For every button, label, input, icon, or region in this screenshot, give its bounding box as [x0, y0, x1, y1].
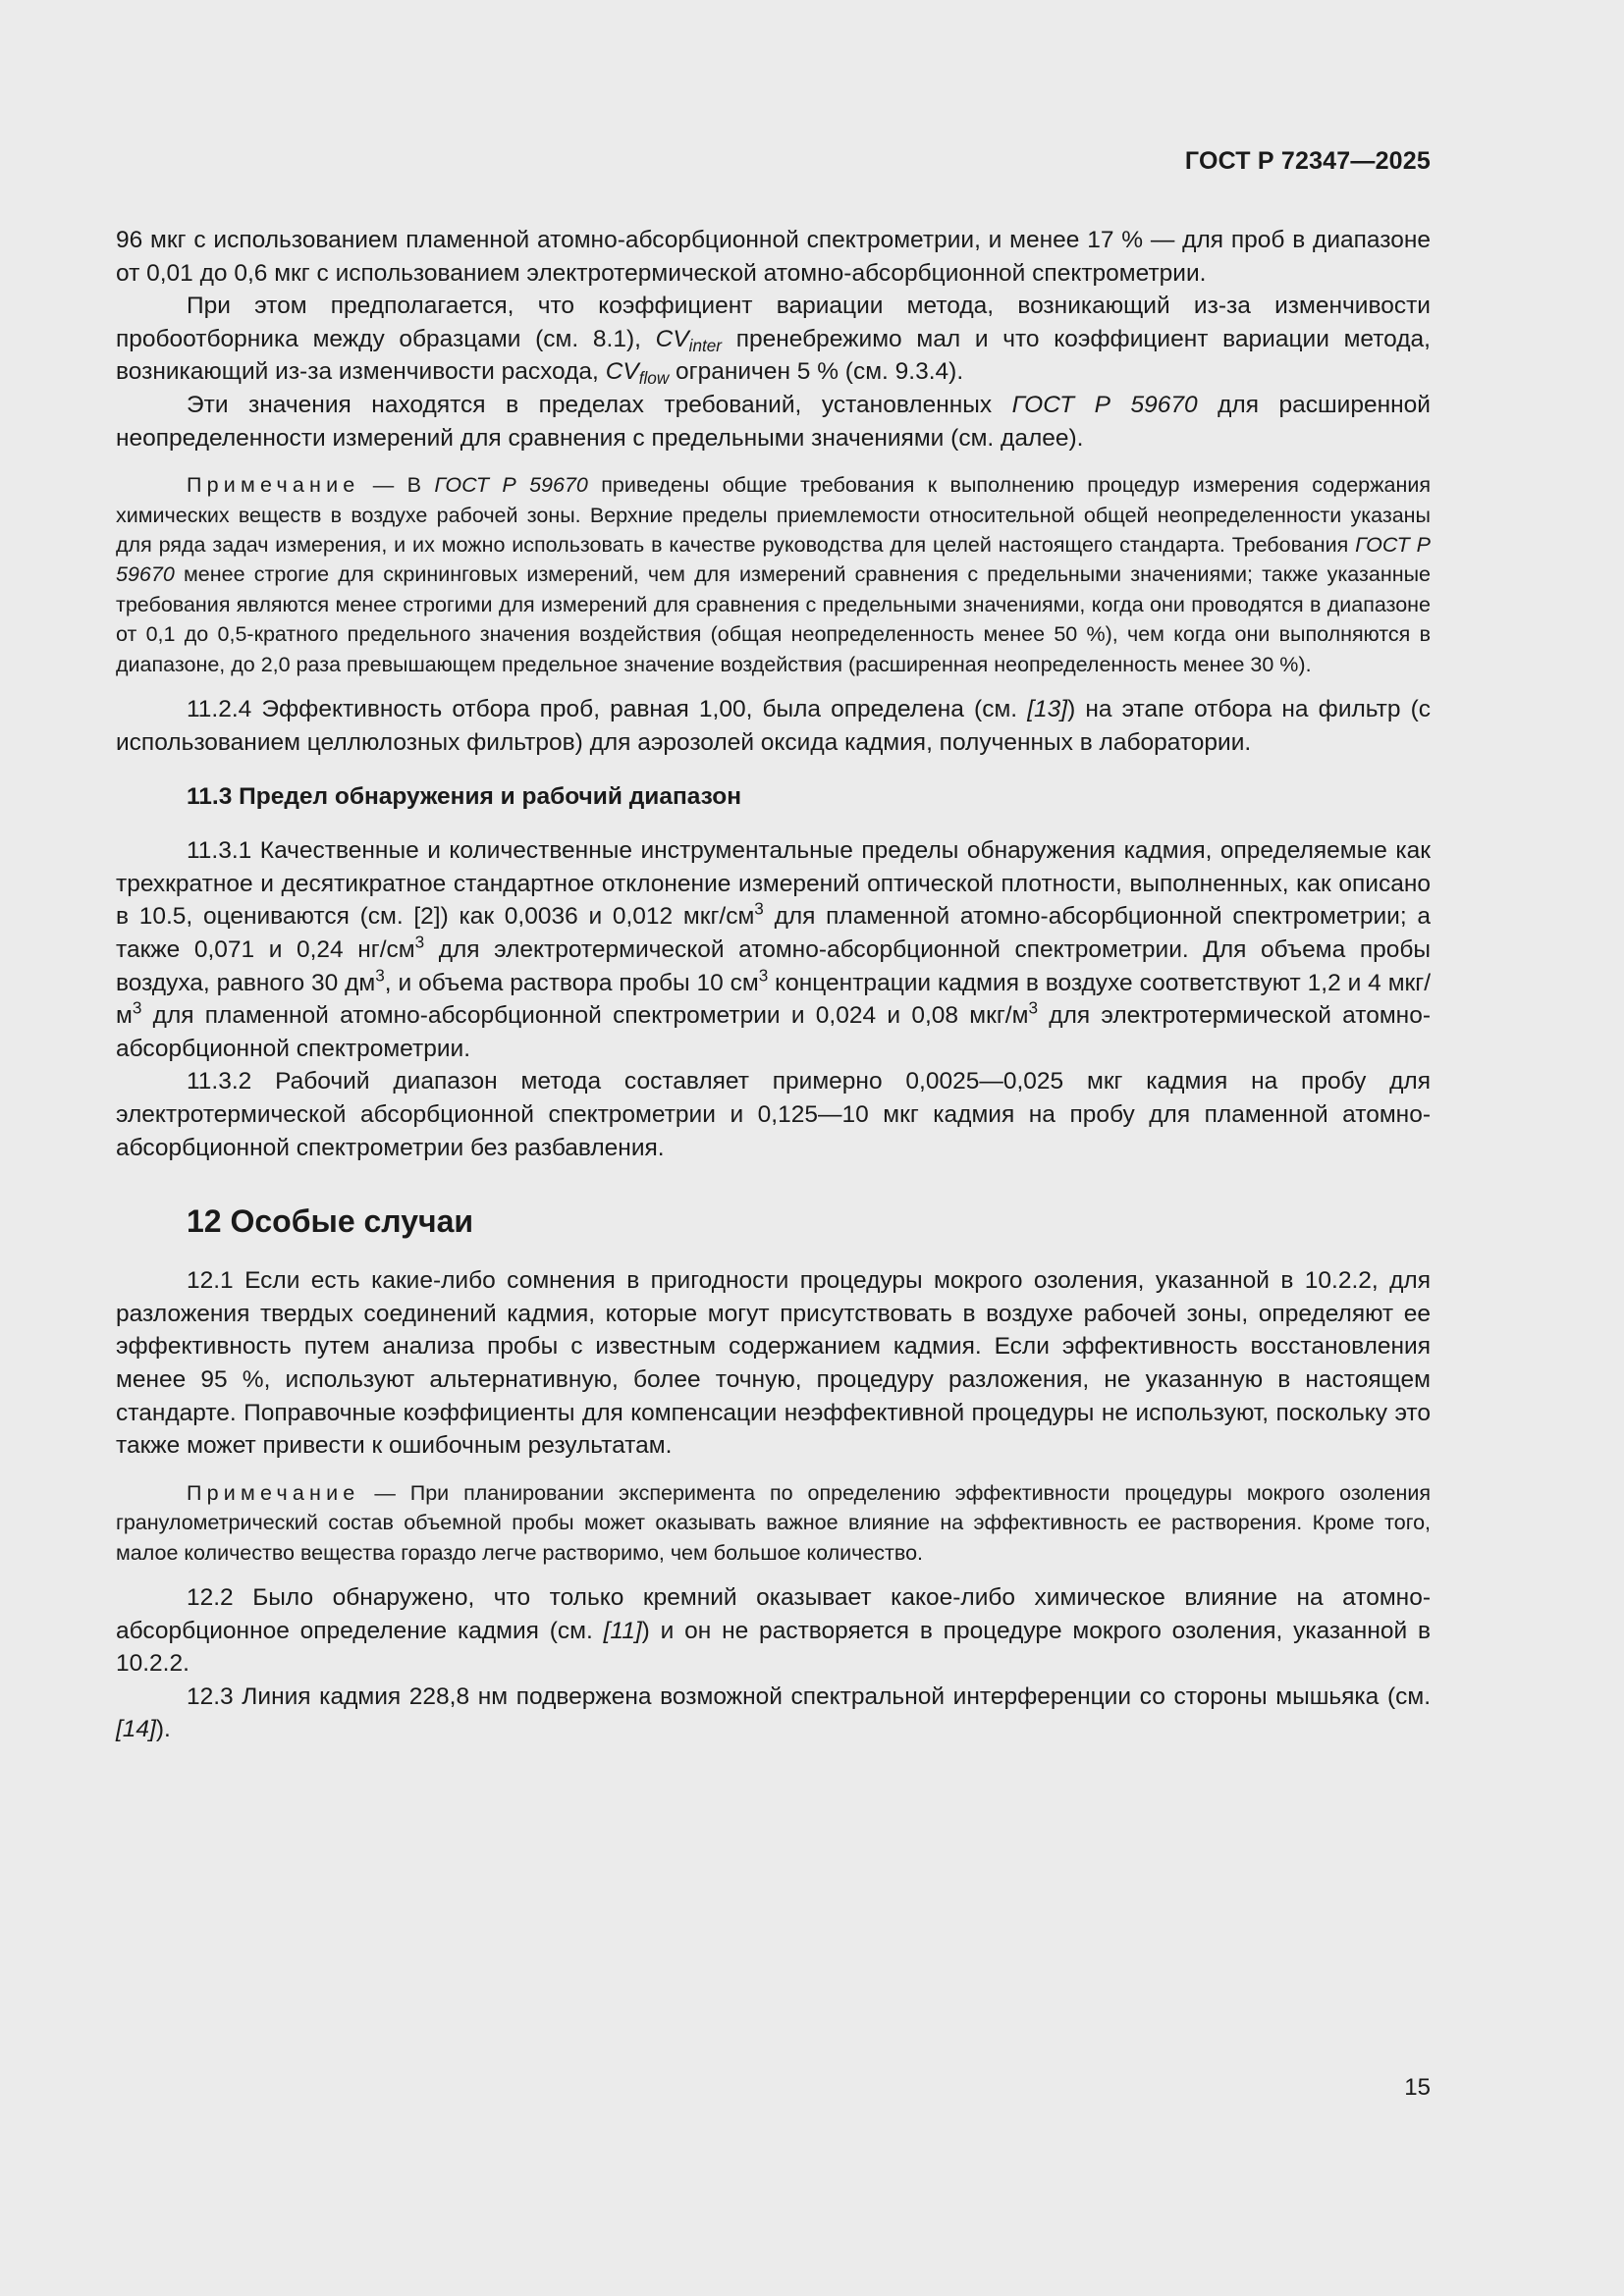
- paragraph-requirements: Эти значения находятся в пределах требований, установленных ГОСТ Р 59670 для расширенной неопределенности измерений для сравнения с предельными значениями (см. далее).: [116, 391, 1431, 452]
- cv-flow-symbol: $CV_{flow}$: [605, 358, 670, 389]
- paragraph-cv-assumption: При этом предполагается, что коэффициент вариации метода, возникающий из-за изменчивости пробоотборника между образцами (см. 8.1), $CV_{inter}$ пренебрежимо мал и что коэффициент вариации метода, возникающий из-за изменчивости расхода, $CV_{flow}$ ограничен 5 % (см. 9.3.4).: [116, 293, 1431, 389]
- standard-reference: ГОСТ Р 59670: [434, 473, 588, 498]
- paragraph-11-3-1: 11.3.1 Качественные и количественные инструментальные пределы обнаружения кадмия, определяемые как трехкратное и десятикратное стандартное отклонение измерений оптической плотности, выполненных, как описано в 10.5, оцениваются (см. [2]) как 0,0036 и 0,012 мкг/$см^3$ для пламенной атомно-абсорбционной спектрометрии; а также 0,071 и 0,24 $нг/см^3$ для электротермической атомно-абсорбционной спектрометрии. Для объема пробы воздуха, равного 30 $дм^3$, и объема раствора пробы 10 $см^3$ концентрации кадмия в воздухе соответствуют 1,2 и 4 мкг/$м^3$ для пламенной атомно-абсорбционной спектрометрии и 0,024 и 0,08 мкг/$м^3$ для электротермической атомно-абсорбционной спектрометрии.: [116, 837, 1432, 1062]
- paragraph-11-2-4: 11.2.4 Эффективность отбора проб, равная 1,00, была определена (см. [13]) на этапе отбора на фильтр (с использованием целлюлозных фильтров) для аэрозолей оксида кадмия, полученных в лаборатории.: [116, 696, 1431, 756]
- standard-reference: ГОСТ Р 59670: [116, 532, 1431, 587]
- bibliography-reference: [11]: [603, 1617, 642, 1644]
- section-heading-12: 12 Особые случаи: [187, 1203, 474, 1240]
- paragraph-11-3-2: 11.3.2 Рабочий диапазон метода составляет примерно 0,0025—0,025 мкг кадмия на пробу для электротермической абсорбционной спектрометрии и 0,125—10 мкг кадмия на пробу для пламенной атомно-абсорбционной спектрометрии без разбавления.: [116, 1068, 1431, 1161]
- subsection-heading-11-3: 11.3 Предел обнаружения и рабочий диапазон: [187, 783, 742, 811]
- paragraph-12-2: 12.2 Было обнаружено, что только кремний оказывает какое-либо химическое влияние на атомно-абсорбционное определение кадмия (см. [11]) и он не растворяется в процедуре мокрого озоления, указанной в 10.2.2.: [116, 1583, 1431, 1678]
- note-wet-ashing: Примечание — При планировании эксперимента по определению эффективности процедуры мокрого озоления гранулометрический состав объемной пробы может оказывать важное влияние на эффективность ее растворения. Кроме того, малое количество вещества гораздо легче растворимо, чем большое количество.: [116, 1480, 1431, 1565]
- paragraph-12-1: 12.1 Если есть какие-либо сомнения в пригодности процедуры мокрого озоления, указанной в 10.2.2, для разложения твердых соединений кадмия, которые могут присутствовать в воздухе рабочей зоны, определяют ее эффективность путем анализа пробы с известным содержанием кадмия. Если эффективность восстановления менее 95 %, используют альтернативную, более точную, процедуру разложения, не указанную в настоящем стандарте. Поправочные коэффициенты для компенсации неэффективной процедуры не используют, поскольку это также может привести к ошибочным результатам.: [116, 1267, 1431, 1460]
- note-label: Примечание: [187, 473, 360, 498]
- page-number: 15: [1404, 2074, 1431, 2101]
- paragraph-12-3: 12.3 Линия кадмия 228,8 нм подвержена возможной спектральной интерференции со стороны мышьяка (см. [14]).: [116, 1682, 1431, 1743]
- bibliography-reference: [14]: [116, 1716, 156, 1743]
- standard-reference: ГОСТ Р 59670: [1011, 391, 1198, 418]
- document-code-header: ГОСТ Р 72347—2025: [1184, 147, 1431, 175]
- note-gost-requirements: Примечание — В ГОСТ Р 59670 приведены общие требования к выполнению процедур измерения содержания химических веществ в воздухе рабочей зоны. Верхние пределы приемлемости относительной общей неопределенности указаны для ряда задач измерения, и их можно использовать в качестве руководства для целей настоящего стандарта. Требования ГОСТ Р 59670 менее строгие для скрининговых измерений, чем для измерений сравнения с предельными значениями; также указанные требования являются менее строгими для измерений для сравнения с предельными значениями, когда они проводятся в диапазоне от 0,1 до 0,5-кратного предельного значения воздействия (общая неопределенность менее 50 %), чем когда они выполняются в диапазоне, до 2,0 раза превышающем предельное значение воздействия (расширенная неопределенность менее 30 %).: [116, 473, 1431, 676]
- cv-inter-symbol: $CV_{inter}$: [655, 325, 723, 355]
- note-label: Примечание: [187, 1480, 360, 1505]
- bibliography-reference: [13]: [1027, 696, 1068, 722]
- page-content: [116, 224, 1431, 1746]
- paragraph-continuation: 96 мкг с использованием пламенной атомно-абсорбционной спектрометрии, и менее 17 % — для проб в диапазоне от 0,01 до 0,6 мкг с использованием электротермической атомно-абсорбционной спектрометрии.: [116, 227, 1431, 287]
